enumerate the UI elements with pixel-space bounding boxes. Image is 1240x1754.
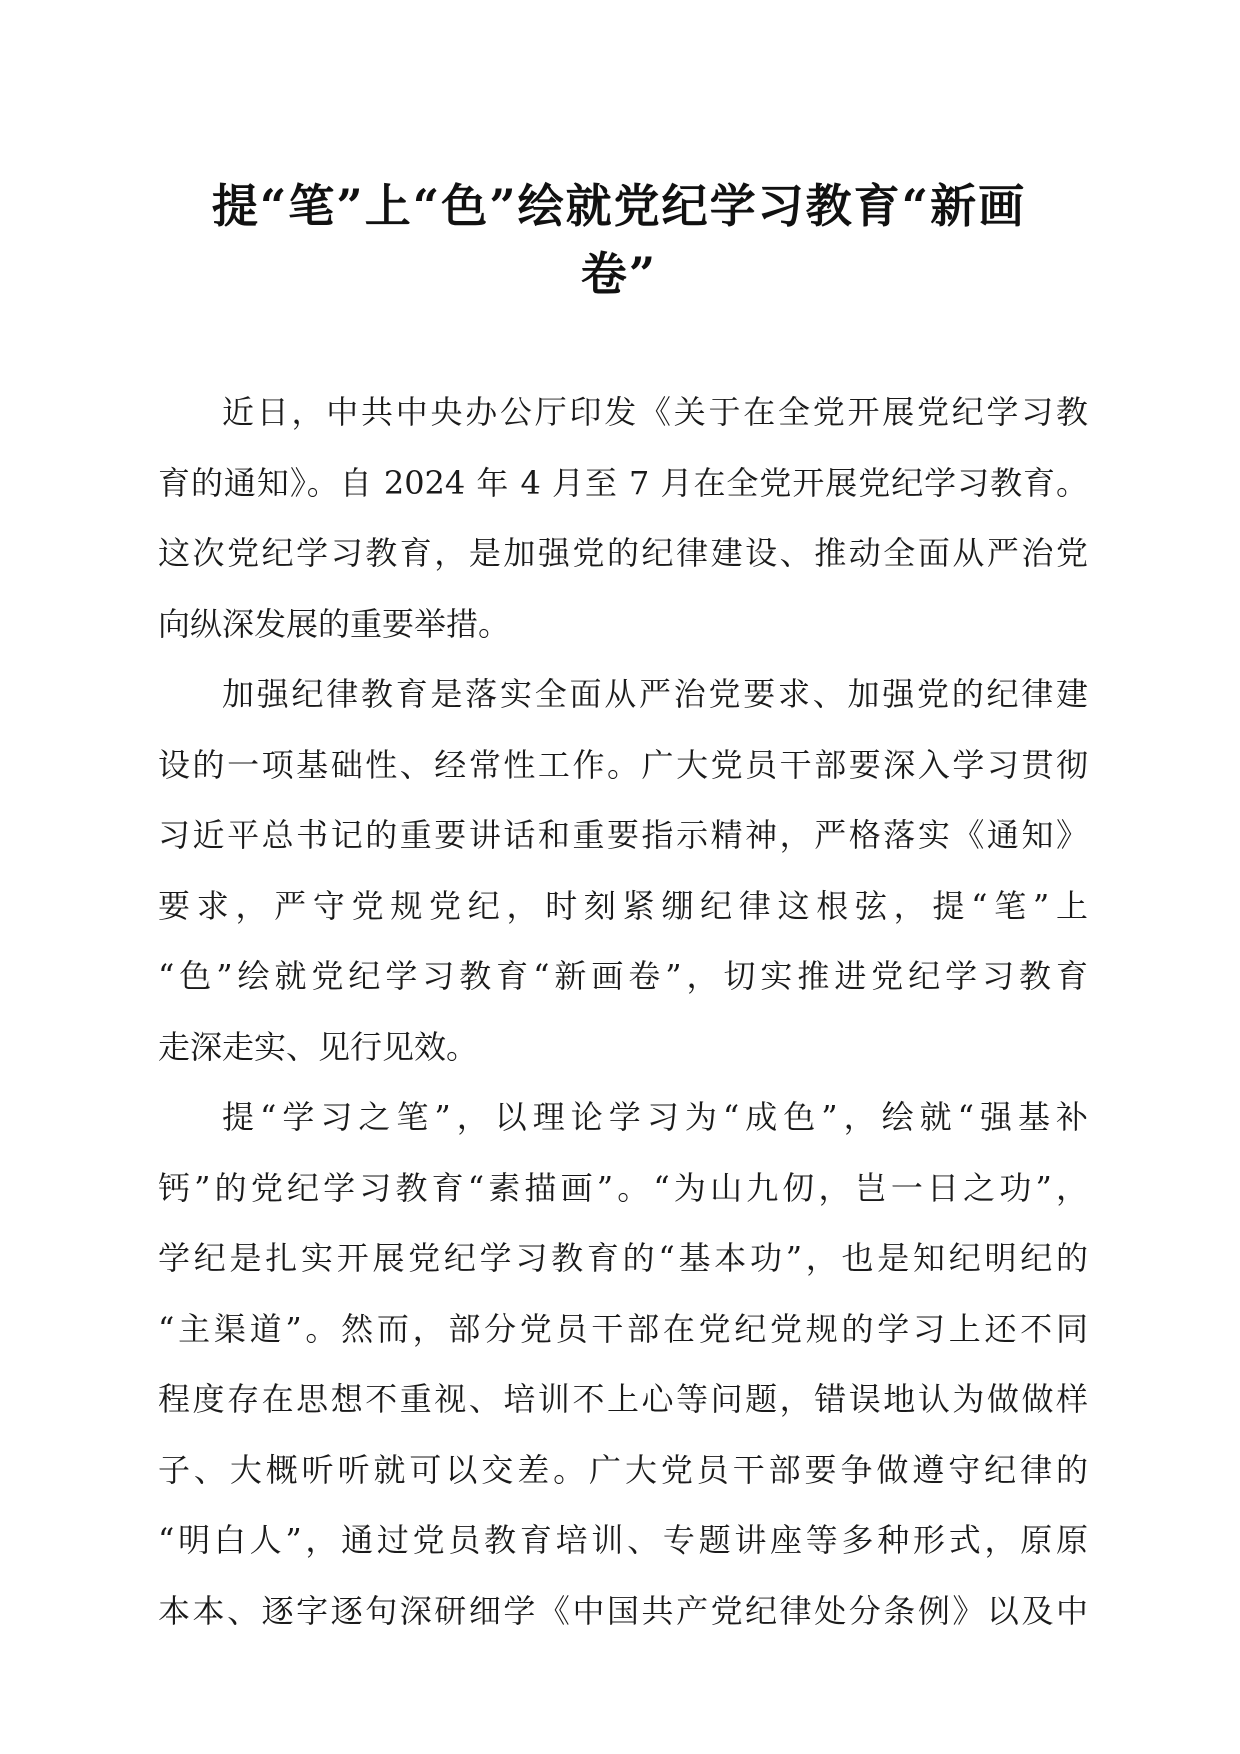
text-line: 走深走实、见行见效。 (158, 1027, 479, 1066)
paragraph-2 (158, 659, 1088, 1082)
text-line: 设的一项基础性、经常性工作。广大党员干部要深入学习贯彻 (158, 745, 1088, 784)
text-line: 钙”的党纪学习教育“素描画”。“为山九仞，岂一日之功”， (158, 1168, 1088, 1207)
text-line: 向纵深发展的重要举措。 (158, 604, 511, 643)
text-line: 子、大概听听就可以交差。广大党员干部要争做遵守纪律的 (158, 1450, 1088, 1489)
text-line: 这次党纪学习教育，是加强党的纪律建设、推动全面从严治党 (158, 534, 1088, 572)
text-line: 程度存在思想不重视、培训不上心等问题，错误地认为做做样 (158, 1380, 1088, 1418)
paragraph-1 (158, 377, 1088, 659)
text-line: 本本、逐字逐句深研细学《中国共产党纪律处分条例》以及中 (158, 1591, 1088, 1630)
text-line: 育的通知》。自 2024 年 4 月至 7 月在全党开展党纪学习教育。 (158, 463, 1088, 502)
title-line-1: 提“笔”上“色”绘就党纪学习教育“新画 (211, 179, 1027, 233)
text-line: “主渠道”。然而，部分党员干部在党纪党规的学习上还不同 (158, 1309, 1088, 1348)
document-title (150, 172, 1088, 308)
text-line: 习近平总书记的重要讲话和重要指示精神，严格落实《通知》 (158, 816, 1088, 854)
document-body (158, 377, 1088, 1646)
text-line: 学纪是扎实开展党纪学习教育的“基本功”，也是知纪明纪的 (158, 1239, 1088, 1277)
text-line: “色”绘就党纪学习教育“新画卷”，切实推进党纪学习教育 (158, 957, 1088, 995)
text-line: 近日，中共中央办公厅印发《关于在全党开展党纪学习教 (222, 393, 1088, 431)
text-line: 加强纪律教育是落实全面从严治党要求、加强党的纪律建 (222, 675, 1088, 713)
text-line: 提“学习之笔”，以理论学习为“成色”，绘就“强基补 (222, 1098, 1088, 1136)
text-line: 要求，严守党规党纪，时刻紧绷纪律这根弦，提“笔”上 (158, 886, 1088, 925)
paragraph-3 (158, 1082, 1088, 1646)
title-line-2: 卷” (580, 247, 658, 301)
text-line: “明白人”，通过党员教育培训、专题讲座等多种形式，原原 (158, 1521, 1088, 1559)
